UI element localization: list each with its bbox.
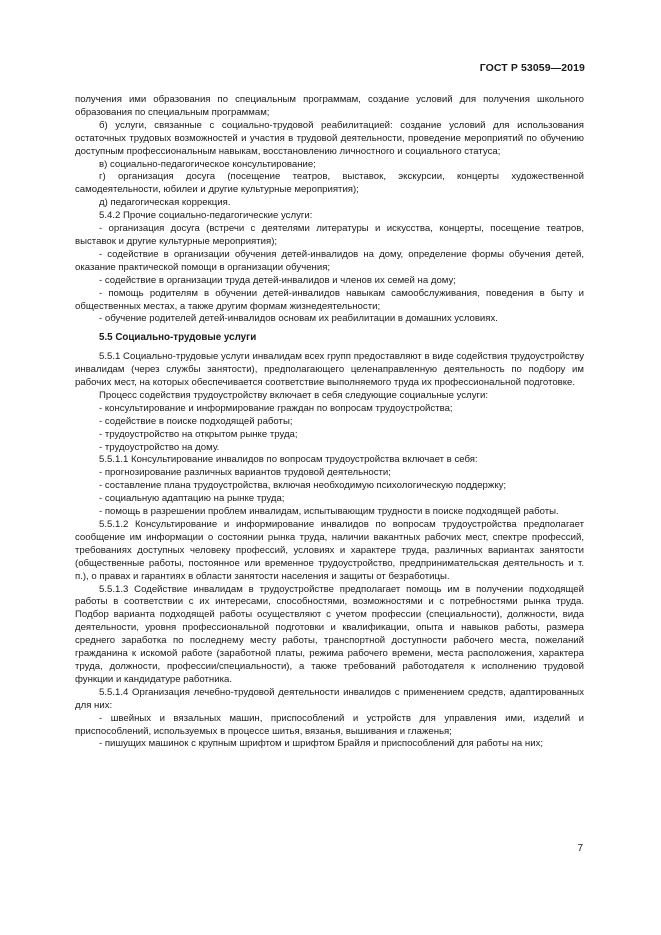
page-number: 7 bbox=[577, 843, 583, 854]
paragraph: 5.5.1 Социально-трудовые услуги инвалидам всех групп предоставляют в виде содействия трудоустройству инвалидам (через службы занятости), предполагающего целенаправленную деятельность по подбору им рабочих мест, на которых обеспечивается соответствие выполняемого труда их профессиональной подготовке. bbox=[75, 351, 584, 389]
paragraph: - прогнозирование различных вариантов трудовой деятельности; bbox=[99, 467, 391, 479]
paragraph: - помощь родителям в обучении детей-инвалидов навыкам самообслуживания, поведения в быту и общественных местах, а также другим формам жизнедеятельности; bbox=[75, 287, 584, 312]
paragraph: - содействие в поиске подходящей работы; bbox=[99, 415, 293, 427]
paragraph: - швейных и вязальных машин, приспособлений и устройств для управления ими, изделий и приспособлений, используемых в процессе шитья, вязанья, вышивания и глаженья; bbox=[75, 712, 584, 737]
paragraph: 5.5.1.2 Консультирование и информирование инвалидов по вопросам трудоустройства предполагает сообщение им информации о состоянии рынка труда, наличии вакантных рабочих мест, спектре профессий, требованиях доступных человеку профессий, условиях и характере труда, различных вариантах занятости (общественные работы, постоянное или временное трудоустройство, предпринимательская деятельность и т. п.), о правах и гарантиях в области занятости населения и защиты от безработицы. bbox=[75, 519, 584, 582]
standard-code-header: ГОСТ Р 53059—2019 bbox=[479, 62, 585, 74]
paragraph: - пишущих машинок с крупным шрифтом и шрифтом Брайля и приспособлений для работы на них; bbox=[99, 738, 544, 750]
paragraph: - социальную адаптацию на рынке труда; bbox=[99, 493, 285, 505]
paragraph: получения ими образования по специальным программам, создание условий для получения школьного образования по специальным программам; bbox=[75, 94, 584, 118]
paragraph: - помощь в разрешении проблем инвалидам, испытывающим трудности в поиске подходящей работы. bbox=[99, 506, 559, 518]
paragraph: - содействие в организации труда детей-инвалидов и членов их семей на дому; bbox=[99, 274, 456, 286]
paragraph: - трудоустройство на открытом рынке труда; bbox=[99, 428, 298, 440]
paragraph: 5.5.1.1 Консультирование инвалидов по вопросам трудоустройства включает в себя: bbox=[99, 454, 478, 466]
paragraph: б) услуги, связанные с социально-трудовой реабилитацией: создание условий для использования остаточных трудовых возможностей и участия в трудовой деятельности, проведение мероприятий по обучению доступным профессиональным навыкам, восстановлению личностного и социального статуса; bbox=[75, 119, 584, 157]
paragraph: - трудоустройство на дому. bbox=[99, 441, 220, 453]
paragraph: 5.5.1.4 Организация лечебно-трудовой деятельности инвалидов с применением средств, адаптированных для них: bbox=[75, 686, 584, 711]
paragraph: Процесс содействия трудоустройству включает в себя следующие социальные услуги: bbox=[99, 389, 489, 401]
paragraph: - составление плана трудоустройства, включая необходимую психологическую поддержку; bbox=[99, 480, 507, 492]
section-heading: 5.5 Социально-трудовые услуги bbox=[99, 332, 257, 344]
paragraph: д) педагогическая коррекция. bbox=[99, 197, 231, 209]
paragraph: - организация досуга (встречи с деятелями литературы и искусства, концерты, посещение театров, выставок и другие культурные мероприятия); bbox=[75, 223, 584, 247]
paragraph: г) организация досуга (посещение театров, выставок, экскурсии, концерты художественной самодеятельности, юбилеи и другие культурные мероприятия); bbox=[75, 171, 584, 196]
document-body bbox=[75, 94, 584, 751]
paragraph: - обучение родителей детей-инвалидов основам их реабилитации в домашних условиях. bbox=[99, 313, 498, 325]
paragraph: в) социально-педагогическое консультирование; bbox=[99, 158, 316, 170]
paragraph: - консультирование и информирование граждан по вопросам трудоустройства; bbox=[99, 402, 453, 414]
paragraph: 5.4.2 Прочие социально-педагогические услуги: bbox=[99, 210, 313, 222]
paragraph: - содействие в организации обучения детей-инвалидов на дому, определение формы обучения детей, оказание практической помощи в организации обучения; bbox=[75, 248, 584, 273]
paragraph: 5.5.1.3 Содействие инвалидам в трудоустройстве предполагает помощь им в получении подходящей работы в соответствии с их интересами, способностями, возможностями и с потребностями рынка труда. Подбор варианта подходящей работы осуществляют с учетом профессии (специальности), должности, вида деятельности, уровня профессиональной подготовки и квалификации, опыта и навыков работы, размера среднего заработка по последнему месту работы, транспортной доступности рабочего места, пожеланий гражданина к искомой работе (заработной платы, режима рабочего времени, места расположения, характера труда, должности, профессии/специальности), а также требований работодателя к исполнению трудовой функции и кандидатуре работника. bbox=[75, 583, 584, 685]
